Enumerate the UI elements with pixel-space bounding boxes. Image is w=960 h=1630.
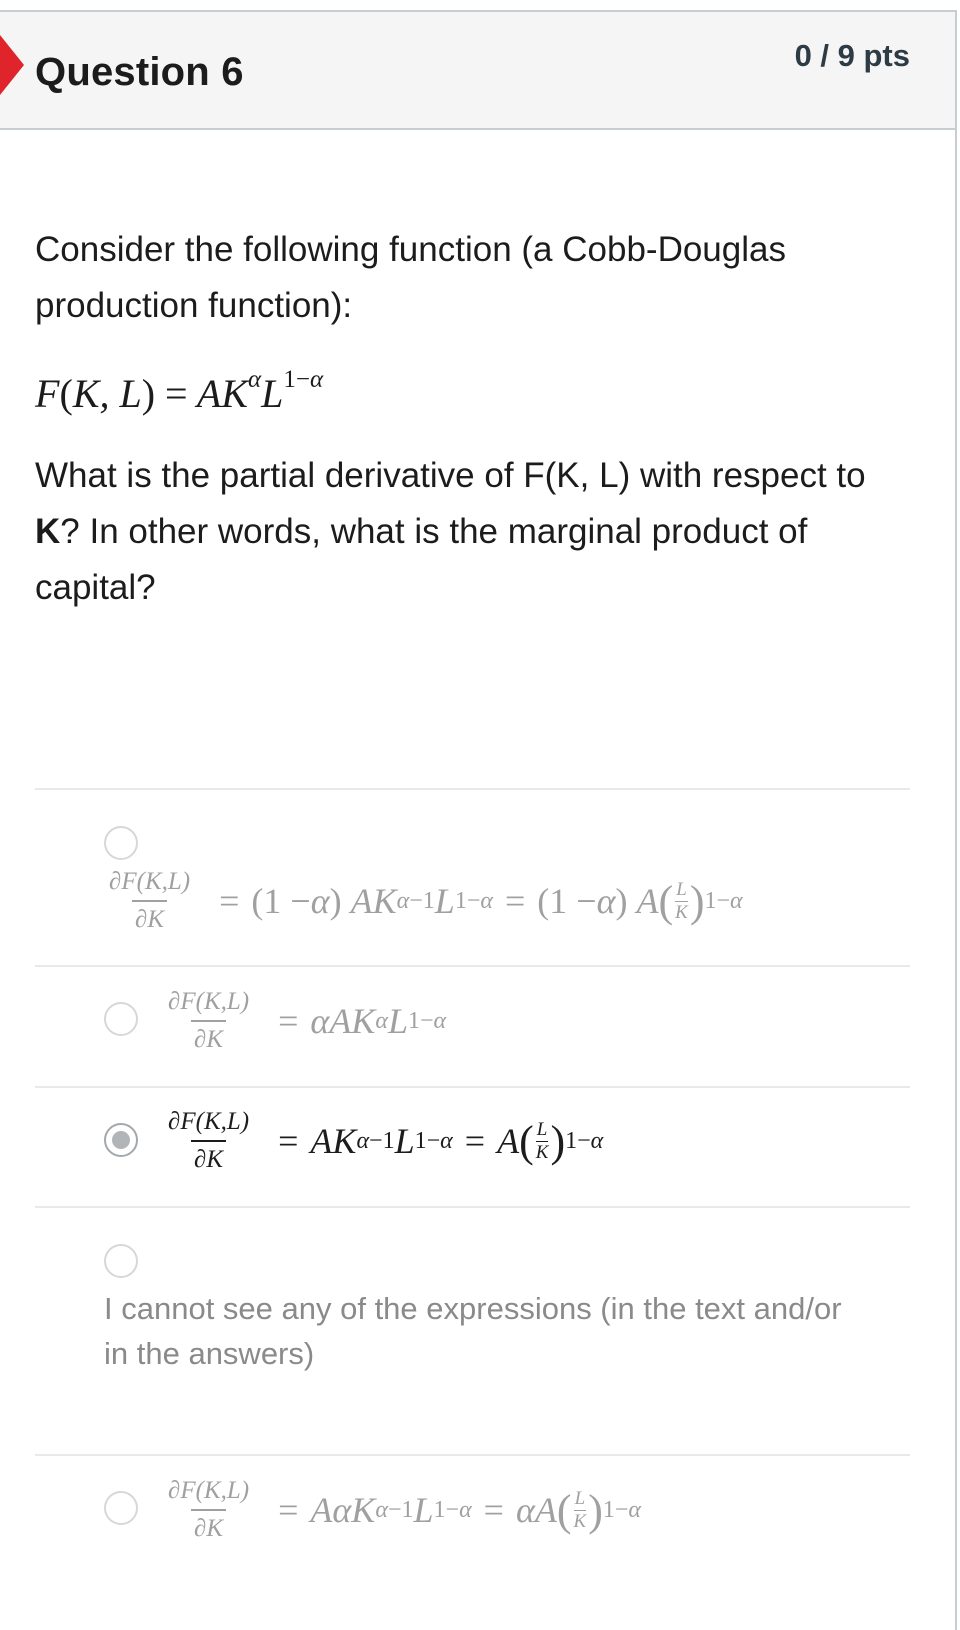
question-title: Question 6 [35,50,244,94]
question-header [0,12,955,130]
answer-divider [35,1086,910,1088]
question-text [35,222,915,334]
answer-option-4-text[interactable]: I cannot see any of the expressions (in the text and/or in the answers) [104,1291,842,1371]
answer-option-3[interactable]: $\frac{\partial F(K,L)}{\partial K}$ = AK α−1 L 1−α = A ( $\frac{L}{K}$ ) 1−α [165,1108,603,1174]
answer-radio-4[interactable] [104,1244,138,1278]
question-intro: Consider the following function (a Cobb-Douglas production function): [35,230,786,325]
answer-radio-5[interactable] [104,1491,138,1525]
answer-radio-1[interactable] [104,826,138,860]
partial-derivative-fraction: $\frac{\partial F(K,L)}{\partial K}$ [168,1477,250,1542]
partial-derivative-fraction: $\frac{\partial F(K,L)}{\partial K}$ [168,988,250,1053]
answer-option-1[interactable]: $\frac{\partial F(K,L)}{\partial K}$ = (1 − α ) AK α−1 L 1−α = (1 − α ) A ( $\frac{L}{K}$ ) 1−α [106,868,743,934]
answer-divider [35,1454,910,1456]
answer-divider [35,1206,910,1208]
production-function-formula: F(K, $L) = AK^\alpha L^{1-\alpha}$ [35,366,324,416]
answer-radio-2[interactable] [104,1002,138,1036]
answer-option-2[interactable]: $\frac{\partial F(K,L)}{\partial K}$ = αAK α L 1−α [165,988,446,1054]
question-prompt-part1: What is the partial derivative of F(K, L) with respect to [35,456,866,495]
partial-derivative-fraction: $\frac{\partial F(K,L)}{\partial K}$ [109,868,191,933]
answer-radio-3[interactable] [104,1123,138,1157]
question-prompt-bold: K [35,512,61,551]
answer-option-5[interactable]: $\frac{\partial F(K,L)}{\partial K}$ = AαK α−1 L 1−α = αA ( $\frac{L}{K}$ ) 1−α [165,1477,641,1543]
question-prompt-part2: ? In other words, what is the marginal product of capital? [35,512,808,607]
answer-divider [35,965,910,967]
incorrect-flag-icon [0,35,24,95]
question-prompt [35,448,915,616]
partial-derivative-fraction: $\frac{\partial F(K,L)}{\partial K}$ [168,1108,250,1173]
question-points: 0 / 9 pts [794,38,910,73]
answer-divider [35,788,910,790]
